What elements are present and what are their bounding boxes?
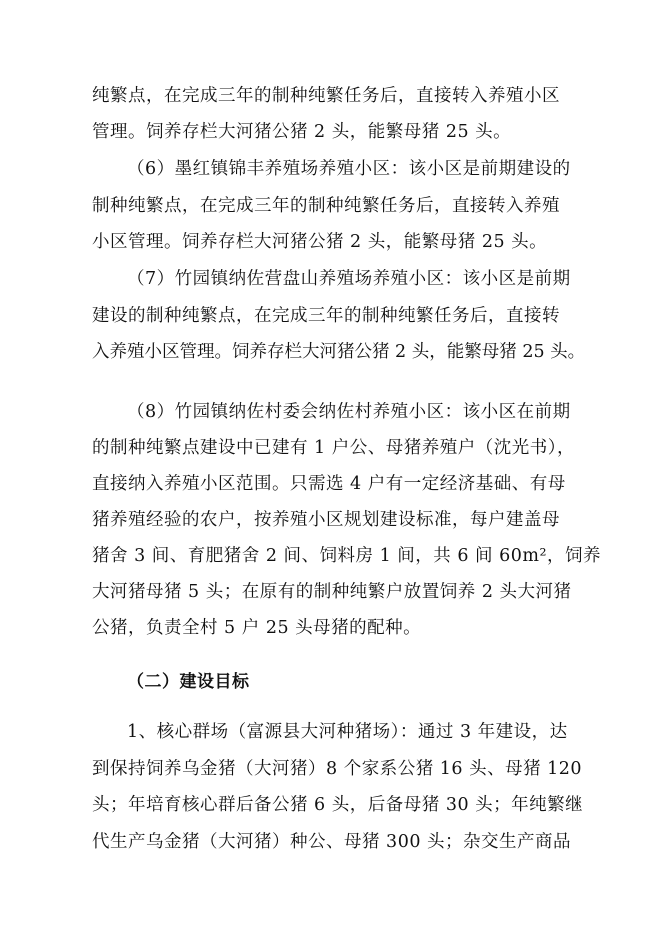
paragraph-5-line-2: 管理。饲养存栏大河猪公猪 2 头，能繁母猪 25 头。 [92, 122, 512, 142]
goal-1-line-4: 代生产乌金猪（大河猪）种公、母猪 300 头；杂交生产商品 [92, 832, 572, 852]
paragraph-6-line-3: 小区管理。饲养存栏大河猪公猪 2 头，能繁母猪 25 头。 [92, 232, 548, 252]
goal-1-line-3: 头；年培育核心群后备公猪 6 头，后备母猪 30 头；年纯繁继 [92, 795, 584, 815]
paragraph-8-line-6: 大河猪母猪 5 头；在原有的制种纯繁户放置饲养 2 头大河猪 [92, 582, 572, 602]
section-heading: （二）建设目标 [127, 672, 250, 692]
paragraph-6-line-1: （6）墨红镇锦丰养殖场养殖小区：该小区是前期建设的 [127, 159, 571, 179]
paragraph-8-line-3: 直接纳入养殖小区范围。只需选 4 户有一定经济基础、有母 [92, 474, 566, 494]
goal-1-line-2: 到保持饲养乌金猪（大河猪）8 个家系公猪 16 头、母猪 120 [92, 759, 583, 779]
paragraph-8-line-1: （8）竹园镇纳佐村委会纳佐村养殖小区：该小区在前期 [127, 402, 571, 422]
paragraph-7-line-2: 建设的制种纯繁点，在完成三年的制种纯繁任务后，直接转 [92, 306, 560, 326]
paragraph-8-line-4: 猪养殖经验的农户，按养殖小区规划建设标准，每户建盖母 [92, 510, 560, 530]
paragraph-5-line-1: 纯繁点，在完成三年的制种纯繁任务后，直接转入养殖小区 [92, 86, 560, 106]
goal-1-line-1: 1、核心群场（富源县大河种猪场）：通过 3 年建设，达 [127, 722, 568, 742]
paragraph-7-line-3: 入养殖小区管理。饲养存栏大河猪公猪 2 头，能繁母猪 25 头。 [92, 342, 586, 362]
paragraph-8-line-2: 的制种纯繁点建设中已建有 1 户公、母猪养殖户（沈光书）， [92, 438, 576, 458]
paragraph-7-line-1: （7）竹园镇纳佐营盘山养殖场养殖小区：该小区是前期 [127, 269, 571, 289]
paragraph-8-line-7: 公猪，负责全村 5 户 25 头母猪的配种。 [92, 618, 422, 638]
paragraph-8-line-5: 猪舍 3 间、育肥猪舍 2 间、饲料房 1 间，共 6 间 60m²，饲养 [92, 546, 601, 566]
paragraph-6-line-2: 制种纯繁点，在完成三年的制种纯繁任务后，直接转入养殖 [92, 196, 560, 216]
